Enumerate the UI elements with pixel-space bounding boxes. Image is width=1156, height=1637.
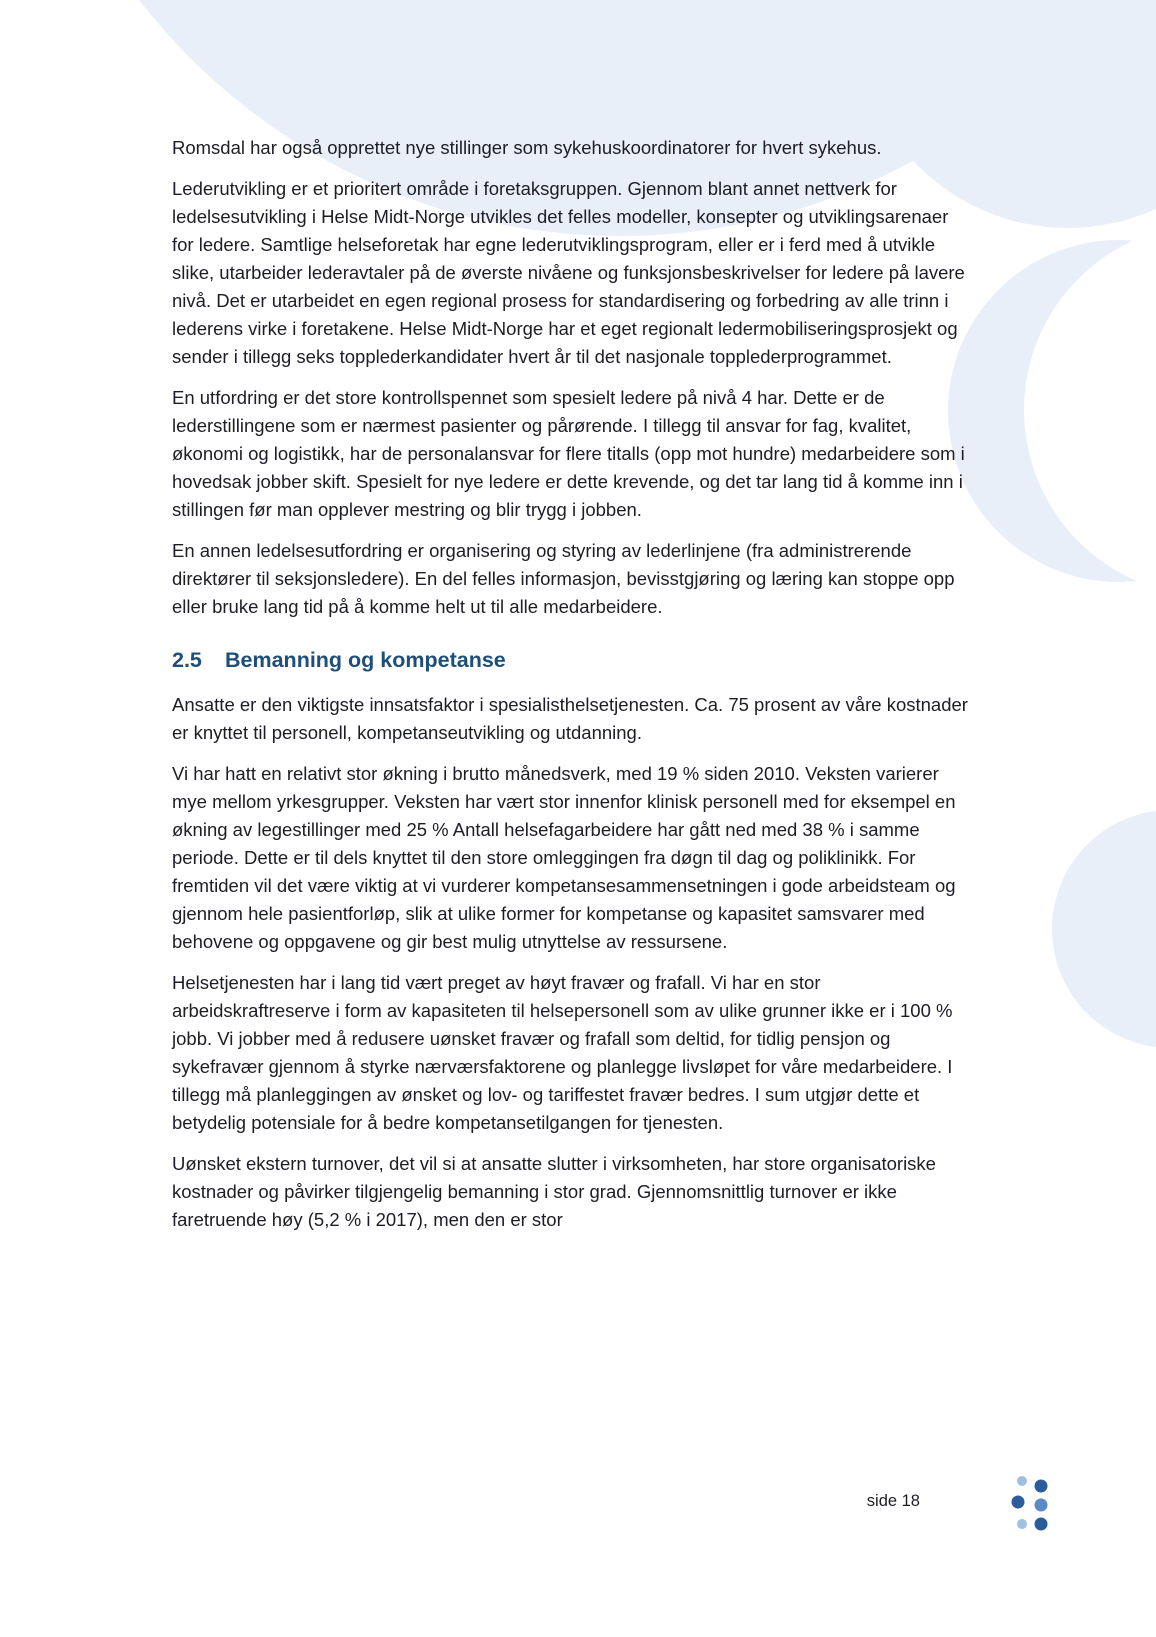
section-number: 2.5 <box>172 648 202 672</box>
paragraph-lederutvikling: Lederutvikling er et prioritert område i foretaksgruppen. Gjennom blant annet nettverk for ledelsesutvikling i Helse Midt-Norge utvikles det felles modeller, konsepter og utviklingsarenaer for ledere. Samtlige helseforetak har egne lederutviklingsprogram, eller er i ferd med å utvikle slike, utarbeider lederavtaler på de øverste nivåene og funksjonsbeskrivelser for ledere på lavere nivå. Det er utarbeidet en egen regional prosess for standardisering og forbedring av alle trinn i lederens virke i foretakene. Helse Midt-Norge har et eget regionalt ledermobiliseringsprosjekt og sender i tillegg seks topplederkandidater hvert år til det nasjonale topplederprogrammet. <box>172 178 965 367</box>
page-footer <box>867 1492 920 1511</box>
logo-dot-dark-top <box>1035 1480 1048 1493</box>
section-heading <box>172 646 970 674</box>
section-title: Bemanning og kompetanse <box>225 648 506 672</box>
page-number: side 18 <box>866 1492 920 1510</box>
logo-dot-medium-right <box>1035 1499 1048 1512</box>
paragraph-ansatte: Ansatte er den viktigste innsatsfaktor i spesialisthelsetjenesten. Ca. 75 prosent av våre kostnader er knyttet til personell, kompetanseutvikling og utdanning. <box>172 694 968 743</box>
logo-dot-dark-left <box>1012 1496 1025 1509</box>
paragraph-sykehuskoordinatorer: Romsdal har også opprettet nye stillinger som sykehuskoordinatorer for hvert sykehus. <box>172 137 882 158</box>
paragraph-maanedsverk: Vi har hatt en relativt stor økning i brutto månedsverk, med 19 % siden 2010. Veksten varierer mye mellom yrkesgrupper. Veksten har vært stor innenfor klinisk personell med for eksempel en økning av legestillinger med 25 % Antall helsefagarbeidere har gått ned med 38 % i samme periode. Dette er til dels knyttet til den store omleggingen fra døgn til dag og poliklinikk. For fremtiden vil det være viktig at vi vurderer kompetansesammensetningen i gode arbeidsteam og gjennom hele pasientforløp, slik at ulike former for kompetanse og kapasitet samsvarer med behovene og oppgavene og gir best mulig utnyttelse av ressursene. <box>172 763 956 952</box>
paragraph-lederlinjene: En annen ledelsesutfordring er organisering og styring av lederlinjene (fra administrerende direktører til seksjonsledere). En del felles informasjon, bevisstgjøring og læring kan stoppe opp eller bruke lang tid på å komme helt ut til alle medarbeidere. <box>172 540 955 617</box>
paragraph-fravaer: Helsetjenesten har i lang tid vært preget av høyt fravær og frafall. Vi har en stor arbeidskraftreserve i form av kapasiteten til helsepersonell som av ulike grunner ikke er i 100 % jobb. Vi jobber med å redusere uønsket fravær og frafall som deltid, for tidlig pensjon og sykefravær gjennom å styrke nærværsfaktorene og planlegge livsløpet for våre medarbeidere. I tillegg må planleggingen av ønsket og lov- og tariffestet fravær bedres. I sum utgjør dette et betydelig potensiale for å bedre kompetansetilgangen for tjenesten. <box>172 972 953 1133</box>
logo-dot-light-top <box>1017 1476 1027 1486</box>
helse-midt-norge-logo <box>1008 1472 1056 1542</box>
paragraph-turnover: Uønsket ekstern turnover, det vil si at ansatte slutter i virksomheten, har store organisatoriske kostnader og påvirker tilgjengelig bemanning i stor grad. Gjennomsnittlig turnover er ikke faretruende høy (5,2 % i 2017), men den er stor <box>172 1153 936 1230</box>
logo-dot-light-bottom <box>1017 1519 1027 1529</box>
logo-dot-dark-bottom <box>1035 1518 1048 1531</box>
paragraph-kontrollspenn: En utfordring er det store kontrollspennet som spesielt ledere på nivå 4 har. Dette er de lederstillingene som er nærmest pasienter og pårørende. I tillegg til ansvar for fag, kvalitet, økonomi og logistikk, har de personalansvar for flere titalls (opp mot hundre) medarbeidere som i hovedsak jobber skift. Spesielt for nye ledere er dette krevende, og det tar lang tid å komme inn i stillingen før man opplever mestring og blir trygg i jobben. <box>172 387 965 520</box>
